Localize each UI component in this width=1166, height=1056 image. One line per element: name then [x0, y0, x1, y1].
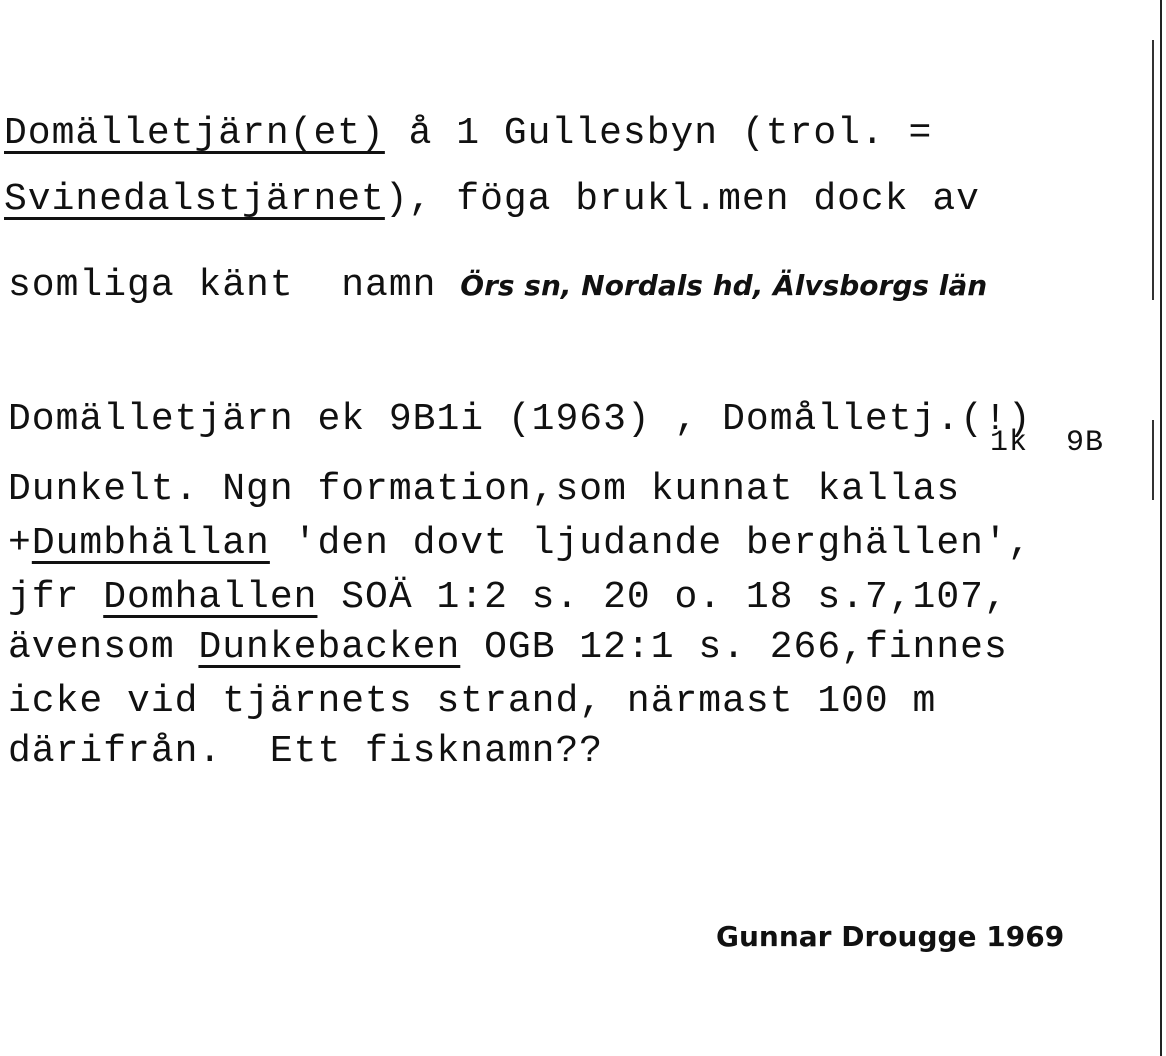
signature: Gunnar Drougge 1969	[716, 920, 1065, 953]
card-line-5: Dunkelt. Ngn formation,som kunnat kallas	[8, 468, 961, 511]
card-line-4: Domälletjärn ek 9B1i (1963) , Domålletj.(!)	[8, 398, 1032, 441]
card-line-2: Svinedalstjärnet), föga brukl.men dock av	[4, 178, 980, 221]
card-edge-mark	[1152, 40, 1154, 300]
card-line-7: jfr Domhallen SOÄ 1:2 s. 20 o. 18 s.7,107,	[8, 576, 1008, 619]
location-stamp: Örs sn, Nordals hd, Älvsborgs län	[460, 269, 988, 302]
card-line-9: icke vid tjärnets strand, närmast 100 m	[8, 680, 937, 723]
card-line-1: Domälletjärn(et) å 1 Gullesbyn (trol. =	[4, 112, 933, 155]
domhallen-term: Domhallen	[103, 576, 318, 619]
card-right-edge	[1160, 0, 1162, 1056]
card-edge-mark	[1152, 420, 1154, 500]
dunkebacken-term: Dunkebacken	[198, 626, 461, 669]
card-line-10: därifrån. Ett fisknamn??	[8, 730, 604, 773]
card-line-8: ävensom Dunkebacken OGB 12:1 s. 266,finnes	[8, 626, 1008, 669]
dumbhallan-term: Dumbhällan	[31, 522, 270, 565]
headword: Domälletjärn(et)	[4, 112, 385, 155]
alt-name: Svinedalstjärnet	[4, 178, 385, 221]
card-line-3: somliga känt namn Örs sn, Nordals hd, Älvsborgs län	[8, 264, 988, 307]
card-line-6: +Dumbhällan 'den dovt ljudande berghällen',	[8, 522, 1032, 565]
card-line-4-sub: 1k 9B	[990, 426, 1105, 460]
